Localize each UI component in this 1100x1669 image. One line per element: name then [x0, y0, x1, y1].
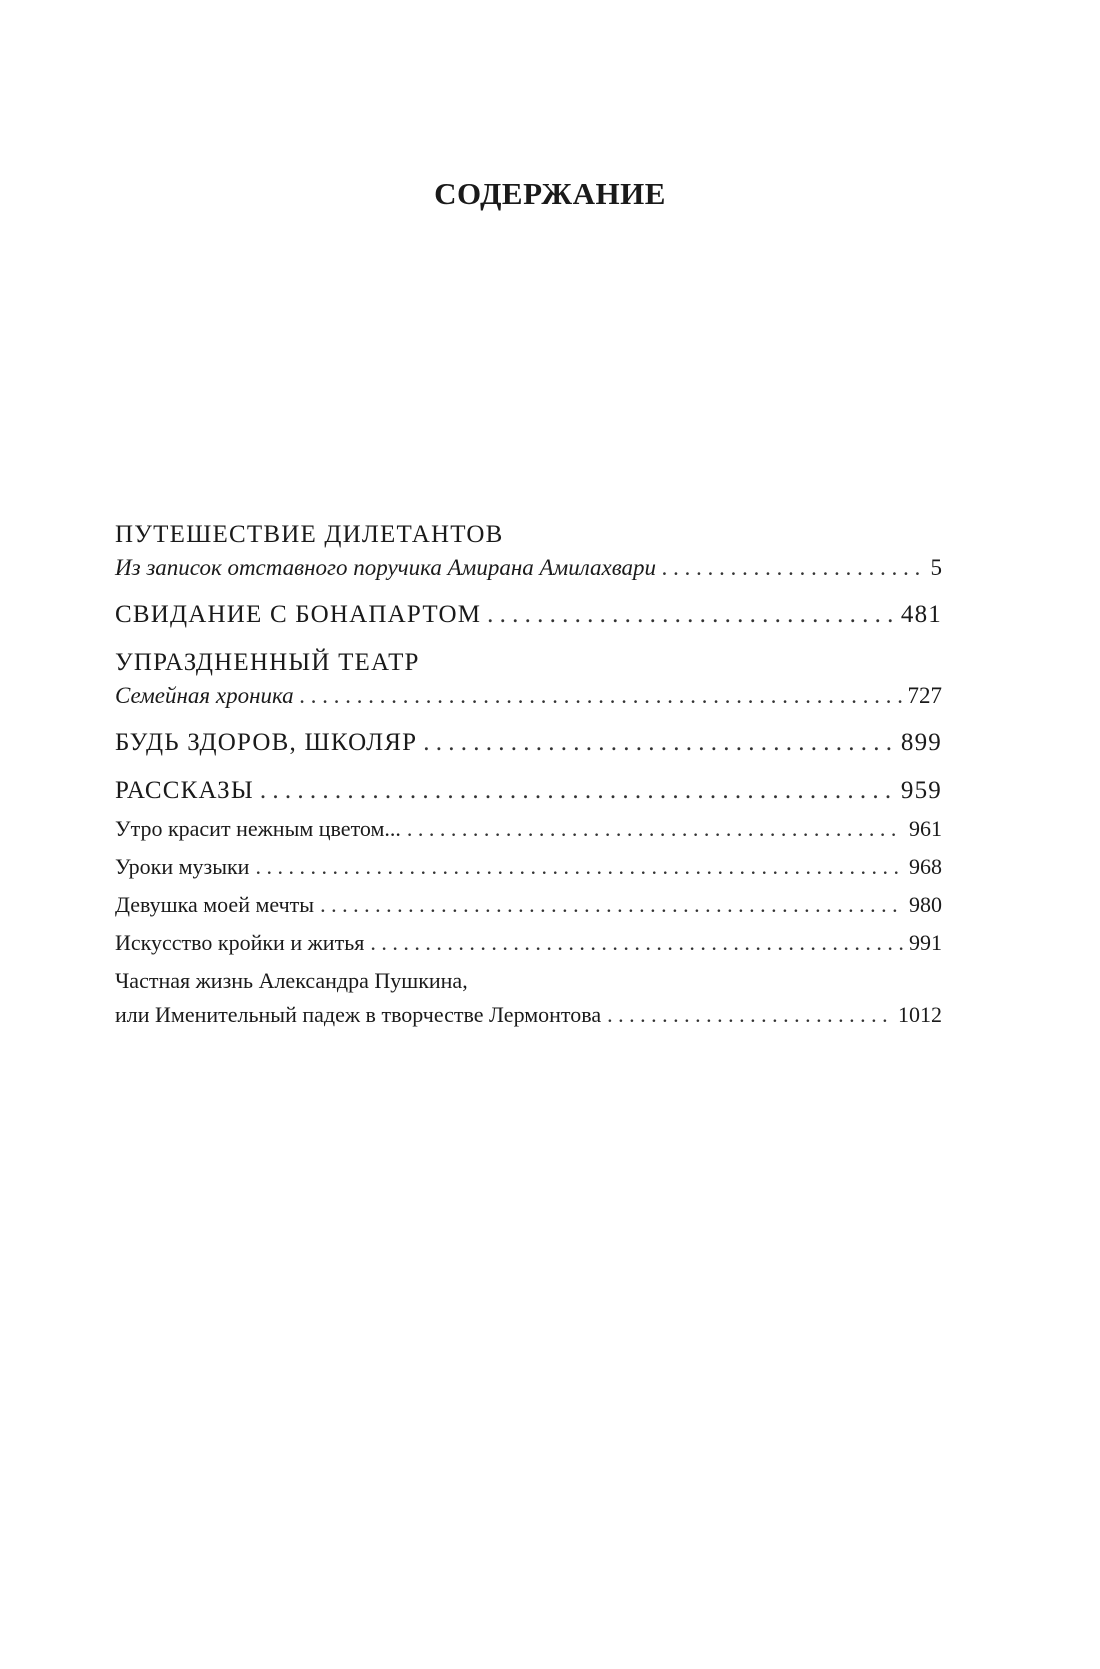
- story-item[interactable]: [115, 812, 942, 846]
- page-number: 991: [909, 930, 942, 955]
- toc-entry-shkolyar[interactable]: [115, 726, 942, 760]
- page-number: 968: [909, 854, 942, 879]
- dot-leader: [423, 726, 895, 760]
- toc-heading: УПРАЗДНЕННЫЙ ТЕАТР: [115, 649, 420, 676]
- story-title: Утро красит нежным цветом...: [115, 816, 401, 841]
- toc-subtitle: Семейная хроника: [115, 683, 294, 708]
- toc-entry-svidanie[interactable]: [115, 598, 942, 632]
- page-number: 959: [900, 777, 942, 804]
- page-number: 481: [900, 601, 942, 628]
- dot-leader: [320, 888, 903, 922]
- page-number: 980: [909, 892, 942, 917]
- story-title-line1: Частная жизнь Александра Пушкина,: [115, 968, 468, 993]
- page-number: 5: [930, 555, 942, 580]
- toc-heading: ПУТЕШЕСТВИЕ ДИЛЕТАНТОВ: [115, 521, 504, 548]
- toc-heading: РАССКАЗЫ: [115, 777, 254, 804]
- page-number: 727: [907, 683, 942, 708]
- dot-leader: [607, 998, 892, 1032]
- story-item[interactable]: [115, 926, 942, 960]
- page-title: СОДЕРЖАНИЕ: [434, 176, 666, 211]
- story-title: Девушка моей мечты: [115, 892, 315, 917]
- toc-heading: СВИДАНИЕ С БОНАПАРТОМ: [115, 601, 482, 628]
- toc-entry-puteshestvie[interactable]: [115, 518, 942, 584]
- toc-entry-rasskazy[interactable]: [115, 774, 942, 1032]
- dot-leader: [407, 812, 903, 846]
- dot-leader: [370, 926, 903, 960]
- story-title: Искусство кройки и житья: [115, 930, 365, 955]
- story-title-line2: или Именительный падеж в творчестве Лермонтова: [115, 1002, 602, 1027]
- toc-subtitle: Из записок отставного поручика Амирана Амилахвари: [115, 555, 657, 580]
- page-number: 1012: [898, 1002, 942, 1027]
- dot-leader: [487, 598, 895, 632]
- dot-leader: [300, 680, 902, 712]
- toc-entry-teatr[interactable]: [115, 646, 942, 712]
- dot-leader: [255, 850, 903, 884]
- dot-leader: [260, 774, 895, 808]
- toc-heading: БУДЬ ЗДОРОВ, ШКОЛЯР: [115, 729, 418, 756]
- page-number: 961: [909, 816, 942, 841]
- table-of-contents: [115, 518, 942, 1032]
- page-number: 899: [900, 729, 942, 756]
- story-item[interactable]: [115, 964, 942, 1032]
- dot-leader: [662, 552, 924, 584]
- story-item[interactable]: [115, 888, 942, 922]
- story-item[interactable]: [115, 850, 942, 884]
- story-title: Уроки музыки: [115, 854, 250, 879]
